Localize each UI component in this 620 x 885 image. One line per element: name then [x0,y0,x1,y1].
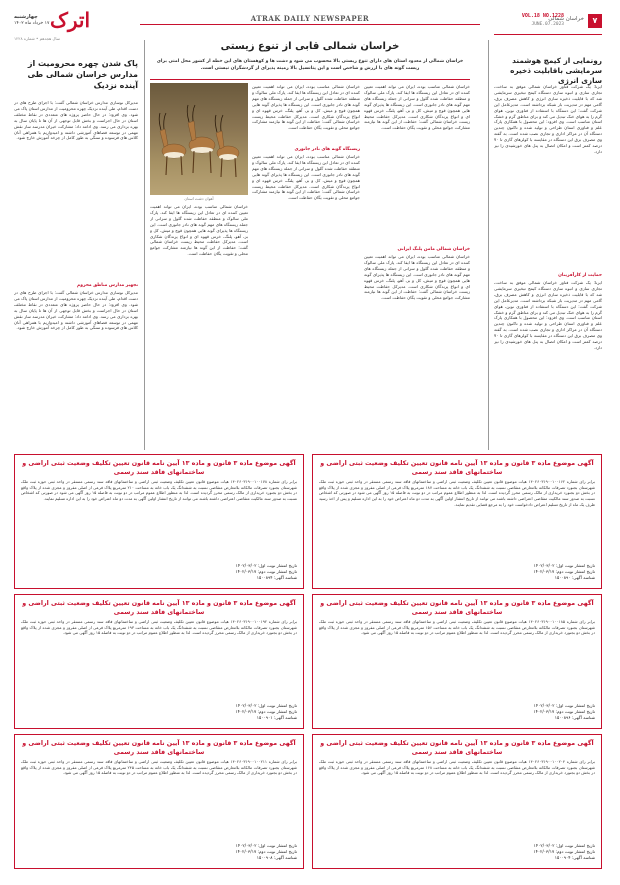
right-headline: رونمایی از کیمچ هوشمند سرمایشی باقابلیت ذخیره سازی انرژی [510,56,602,85]
left-body: مدیرکل نوسازی مدارس خراسان شمالی گفت: با اجرای طرح های در دست اقدام، طی آینده نزدیک چهره محرومیت از مدارس استان پاک می شود. وی افزود: در حال حاضر پروژه های متعددی در نقاط مختلف استان در حال اجراست و بخش قابل توجهی از آن ها تا پایان سال به بهره برداری می رسد. وی ادامه داد: مشارکت خیران مدرسه ساز نقش مهمی در توسعه فضاهای آموزشی داشته و امیدواریم با همراهی آنان کلاس های فرسوده و سنگی به طور کامل از چرخه آموزش خارج شود. [14,100,138,141]
ad-date2: تاریخ انتشار نوبت دوم: ۱۴۰۲/۰۳/۱۷ [235,849,297,854]
gazelles-illustration [150,83,248,195]
center-col-a: خراسان شمالی مناسب بوده، ایران می تواند اهمیت تعیین کننده ای در تعادل این زیستگاه ها ایفا کند. پارک ملی سالوک و منطقه حفاظت شده گلول و سرانی از جمله زیستگاه های مهم گونه های نادر جانوری است. این زیستگاه ها پذیرای گونه هایی همچون قوچ و میش، کل و بز، آهو، پلنگ، خرس قهوه ای و انواع پرندگان شکاری است. مدیرکل حفاظت محیط زیست خراسان شمالی گفت: حفاظت از این گونه ها نیازمند مشارکت جوامع محلی و تقویت یگان حفاظت است. [252,84,360,131]
ad-code: شناسه آگهی: ۱۵۰۰۹۰۱ [256,715,297,720]
ad-body: برابر رای شماره ۱۴۰۲۶۰۳۱۹۰۰۱۰۰۱۸۵ هیات موضوع قانون تعیین تکلیف وضعیت ثبتی اراضی و ساختمانهای فاقد سند رسمی مستقر در واحد ثبتی حوزه ثبت ملک شهرستان بجنورد تصرفات مالکانه بلامعارض متقاضی نسبت به ششدانگ یک باب خانه به مساحت ۱۵۶ مترمربع پلاک فرعی از اصلی مفروز و مجزی شده از پلاک واقع در بخش دو بجنورد خریداری از مالک رسمی محرز گردیده است. لذا به منظور اطلاع عموم مراتب در دو نوبت به فاصله ۱۵ روز آگهی می شود. [319,619,595,636]
ad-title: آگهی موضوع ماده ۳ قانون و ماده ۱۳ آیین نامه قانون تعیین تکلیف وضعیت ثبتی اراضی و ساختمانهای فاقد سند رسمی [320,600,594,616]
ad-box [312,594,602,729]
ad-date2: تاریخ انتشار نوبت دوم: ۱۴۰۲/۰۳/۱۷ [235,569,297,574]
date-fa: چهارشنبه [14,14,38,20]
ad-box [312,454,602,589]
ad-body: برابر رای شماره ۱۴۰۲۶۰۳۱۹۰۰۱۰۰۱۷۸ هیات موضوع قانون تعیین تکلیف وضعیت ثبتی اراضی و ساختمانهای فاقد سند رسمی مستقر در واحد ثبتی حوزه ثبت ملک شهرستان بجنورد تصرفات مالکانه بلامعارض متقاضی نسبت به ششدانگ یک باب خانه به مساحت ۲۱۰ مترمربع پلاک فرعی از اصلی مفروز و مجزی شده از پلاک واقع در بخش دو بجنورد خریداری از مالک رسمی محرز گردیده است. لذا به منظور اطلاع عموم مراتب در دو نوبت به فاصله ۱۵ روز آگهی می شود در صورتی که اشخاص نسبت به صدور سند مالکیت متقاضی اعتراضی داشته باشند می توانند از تاریخ انتشار اولین آگهی به مدت دو ماه اعتراض خود را به این اداره تسلیم نمایند. [21,479,297,502]
ad-code: شناسه آگهی: ۱۵۰۰۸۹۰ [554,575,595,580]
ad-code: شناسه آگهی: ۱۵۰۰۸۹۶ [554,715,595,720]
ad-title: آگهی موضوع ماده ۳ قانون و ماده ۱۳ آیین نامه قانون تعیین تکلیف وضعیت ثبتی اراضی و ساختمانهای فاقد سند رسمی [22,740,296,756]
gazelles-photo [150,83,248,195]
center-col-b2: خراسان شمالی مناسب بوده، ایران می تواند اهمیت تعیین کننده ای در تعادل این زیستگاه ها ایفا کند. پارک ملی سالوک و منطقه حفاظت شده گلول و سرانی از جمله زیستگاه های مهم گونه های نادر جانوری است. این زیستگاه ها پذیرای گونه هایی همچون قوچ و میش، کل و بز، آهو، پلنگ، خرس قهوه ای و انواع پرندگان شکاری است. مدیرکل حفاظت محیط زیست خراسان شمالی گفت: حفاظت از این گونه ها نیازمند مشارکت جوامع محلی و تقویت یگان حفاظت است. [364,254,470,301]
page-number-badge: ۷ [588,14,602,28]
center-col-c: خراسان شمالی مناسب بوده، ایران می تواند اهمیت تعیین کننده ای در تعادل این زیستگاه ها ایفا کند. پارک ملی سالوک و منطقه حفاظت شده گلول و سرانی از جمله زیستگاه های مهم گونه های نادر جانوری است. این زیستگاه ها پذیرای گونه هایی همچون قوچ و میش، کل و بز، آهو، پلنگ، خرس قهوه ای و انواع پرندگان شکاری است. مدیرکل حفاظت محیط زیست خراسان شمالی گفت: حفاظت از این گونه ها نیازمند مشارکت جوامع محلی و تقویت یگان حفاظت است. [150,204,248,257]
ad-date2: تاریخ انتشار نوبت دوم: ۱۴۰۲/۰۳/۱۷ [533,569,595,574]
ad-date1: تاریخ انتشار نوبت اول: ۱۴۰۲/۰۳/۰۲ [235,563,297,568]
ad-body: برابر رای شماره ۱۴۰۲۶۰۳۱۹۰۰۱۰۰۲۱۱ هیات موضوع قانون تعیین تکلیف وضعیت ثبتی اراضی و ساختمانهای فاقد سند رسمی مستقر در واحد ثبتی حوزه ثبت ملک شهرستان بجنورد تصرفات مالکانه بلامعارض متقاضی نسبت به ششدانگ یک باب خانه به مساحت ۲۴۵ مترمربع پلاک فرعی از اصلی مفروز و مجزی شده از پلاک واقع در بخش دو بجنورد خریداری از مالک رسمی محرز گردیده است. لذا به منظور اطلاع عموم مراتب در دو نوبت به فاصله ۱۵ روز آگهی می شود. [21,759,297,776]
logo: اترک [49,8,91,32]
right-subhead: حمایت از کارآفرینان [558,273,602,278]
ad-date1: تاریخ انتشار نوبت اول: ۱۴۰۲/۰۳/۰۲ [235,703,297,708]
center-lead: خراسان شمالی از معدود استان های دارای تنوع زیستی بالا محسوب می شود و دشت ها و کوهستان های این خطه از کشور محل امنی برای زیست گونه های با ارزش و شاخص است و این پتانسیل بالا زمینه پذیرای از گردشگران نیستی است. [156,59,464,71]
left-subhead: تجهیز مدارس مناطق محروم [77,283,138,288]
ad-code: شناسه آگهی: ۱۵۰۰۸۹۴ [256,575,297,580]
center-headline: خراسان شمالی قابی از تنوع زیستی [220,41,400,52]
left-headline: پاک شدن چهره محرومیت از مدارس خراسان شمالی طی آینده نزدیک [27,59,138,90]
ad-body: برابر رای شماره ۱۴۰۲۶۰۳۱۹۰۰۱۰۰۱۹۲ هیات موضوع قانون تعیین تکلیف وضعیت ثبتی اراضی و ساختمانهای فاقد سند رسمی مستقر در واحد ثبتی حوزه ثبت ملک شهرستان بجنورد تصرفات مالکانه بلامعارض متقاضی نسبت به ششدانگ یک باب خانه به مساحت ۱۹۳ مترمربع پلاک فرعی از اصلی مفروز و مجزی شده از پلاک واقع در بخش دو بجنورد خریداری از مالک رسمی محرز گردیده است. لذا به منظور اطلاع عموم مراتب در دو نوبت به فاصله ۱۵ روز آگهی می شود. [21,619,297,636]
ad-title: آگهی موضوع ماده ۳ قانون و ماده ۱۳ آیین نامه قانون تعیین تکلیف وضعیت ثبتی اراضی و ساختمانهای فاقد سند رسمی [320,740,594,756]
image-caption: آهوان دشت استان [184,196,214,201]
center-subhead-1: زیستگاه گونه های نادر جانوری [294,147,360,152]
center-col-b: خراسان شمالی مناسب بوده، ایران می تواند اهمیت تعیین کننده ای در تعادل این زیستگاه ها ایفا کند. پارک ملی سالوک و منطقه حفاظت شده گلول و سرانی از جمله زیستگاه های مهم گونه های نادر جانوری است. این زیستگاه ها پذیرای گونه هایی همچون قوچ و میش، کل و بز، آهو، پلنگ، خرس قهوه ای و انواع پرندگان شکاری است. مدیرکل حفاظت محیط زیست خراسان شمالی گفت: حفاظت از این گونه ها نیازمند مشارکت جوامع محلی و تقویت یگان حفاظت است. [364,84,470,131]
ad-date1: تاریخ انتشار نوبت اول: ۱۴۰۲/۰۳/۰۲ [533,843,595,848]
vol-number: VOL.18 NO.1228 [521,13,564,19]
ad-box [14,734,304,869]
center-col-a2: خراسان شمالی مناسب بوده، ایران می تواند اهمیت تعیین کننده ای در تعادل این زیستگاه ها ایفا کند. پارک ملی سالوک و منطقه حفاظت شده گلول و سرانی از جمله زیستگاه های مهم گونه های نادر جانوری است. این زیستگاه ها پذیرای گونه هایی همچون قوچ و میش، کل و بز، آهو، پلنگ، خرس قهوه ای و انواع پرندگان شکاری است. مدیرکل حفاظت محیط زیست خراسان شمالی گفت: حفاظت از این گونه ها نیازمند مشارکت جوامع محلی و تقویت یگان حفاظت است. [252,154,360,201]
ad-code: شناسه آگهی: ۱۵۰۰۹۰۴ [554,855,595,860]
ad-date2: تاریخ انتشار نوبت دوم: ۱۴۰۲/۰۳/۱۷ [533,849,595,854]
left-body-2: مدیرکل نوسازی مدارس خراسان شمالی گفت: با اجرای طرح های در دست اقدام، طی آینده نزدیک چهره محرومیت از مدارس استان پاک می شود. وی افزود: در حال حاضر پروژه های متعددی در نقاط مختلف استان در حال اجراست و بخش قابل توجهی از آن ها تا پایان سال به بهره برداری می رسد. وی ادامه داد: مشارکت خیران مدرسه ساز نقش مهمی در توسعه فضاهای آموزشی داشته و امیدواریم با همراهی آنان کلاس های فرسوده و سنگی به طور کامل از چرخه آموزش خارج شود. [14,290,138,331]
ad-body: برابر رای شماره ۱۴۰۲۶۰۳۱۹۰۰۱۰۰۲۰۴ هیات موضوع قانون تعیین تکلیف وضعیت ثبتی اراضی و ساختمانهای فاقد سند رسمی مستقر در واحد ثبتی حوزه ثبت ملک شهرستان بجنورد تصرفات مالکانه بلامعارض متقاضی نسبت به ششدانگ یک باب خانه به مساحت ۱۶۸ مترمربع پلاک فرعی از اصلی مفروز و مجزی شده از پلاک واقع در بخش دو بجنورد خریداری از مالک رسمی محرز گردیده است. لذا به منظور اطلاع عموم مراتب در دو نوبت به فاصله ۱۵ روز آگهی می شود. [319,759,595,776]
ad-date2: تاریخ انتشار نوبت دوم: ۱۴۰۲/۰۳/۱۷ [235,709,297,714]
ad-date1: تاریخ انتشار نوبت اول: ۱۴۰۲/۰۳/۰۲ [235,843,297,848]
ad-body: برابر رای شماره ۱۴۰۲۶۰۳۱۹۰۰۱۰۰۱۶۲ هیات موضوع قانون تعیین تکلیف وضعیت ثبتی اراضی و ساختمانهای فاقد سند رسمی مستقر در واحد ثبتی حوزه ثبت ملک شهرستان بجنورد تصرفات مالکانه بلامعارض متقاضی نسبت به ششدانگ یک باب خانه به مساحت ۱۸۷ مترمربع پلاک فرعی از اصلی مفروز و مجزی شده از پلاک واقع در بخش دو بجنورد خریداری از مالک رسمی محرز گردیده است. لذا به منظور اطلاع عموم مراتب در دو نوبت به فاصله ۱۵ روز آگهی می شود در صورتی که اشخاص نسبت به صدور سند مالکیت متقاضی اعتراضی داشته باشند می توانند از تاریخ انتشار اولین آگهی به مدت دو ماه اعتراض خود را به این اداره تسلیم و پس از اخذ رسید ظرف یک ماه از تاریخ تسلیم اعتراض دادخواست خود را به مرجع قضایی تقدیم نمایند. [319,479,595,507]
ad-title: آگهی موضوع ماده ۳ قانون و ماده ۱۳ آیین نامه قانون تعیین تکلیف وضعیت ثبتی اراضی و ساختمانهای فاقد سند رسمی [22,460,296,476]
ad-code: شناسه آگهی: ۱۵۰۰۹۰۸ [256,855,297,860]
ad-box [14,454,304,589]
section-label: خراسان شمالی [548,16,584,22]
center-subhead-2: خراسان شمالی مامن پلنگ ایرانی [397,247,470,252]
date-en: JUNE.07.2023 [531,22,564,27]
ad-date1: تاریخ انتشار نوبت اول: ۱۴۰۲/۰۳/۰۲ [533,703,595,708]
paper-name-en: ATRAK DAILY NEWSPAPER [250,14,370,23]
ad-date1: تاریخ انتشار نوبت اول: ۱۴۰۲/۰۳/۰۲ [533,563,595,568]
date-fa-line2: ۱۷ خرداد ماه ۱۴۰۲ [14,21,50,26]
right-body-2: ایرنا: یک شرکت فناور خراسان شمالی موفق به ساخت، تجاری سازی و انبوه سازی دستگاه کیمچ تبخیری سرمایشی شد که با قابلیت ذخیره سازی انرژی و کاهش مصرف برق، گامی مهم در مدیریت بار شبکه برداشته است. مدیرعامل این شرکت گفت: این دستگاه با استفاده از فناوری نوین، هوای گرم را به هوای خنک تبدیل می کند و برای مناطق گرم و خشک استان مناسب است. وی افزود: این محصول با همکاری پارک علم و فناوری استان طراحی و تولید شده و تاکنون چندین دستگاه آن در مراکز اداری و تجاری نصب شده است. به گفته وی مصرف برق این دستگاه در مقایسه با کولرهای گازی تا ۷۰ درصد کمتر است و امکان اتصال به پنل های خورشیدی را نیز دارد. [494,280,602,350]
right-body: ایرنا: یک شرکت فناور خراسان شمالی موفق به ساخت، تجاری سازی و انبوه سازی دستگاه کیمچ تبخیری سرمایشی شد که با قابلیت ذخیره سازی انرژی و کاهش مصرف برق، گامی مهم در مدیریت بار شبکه برداشته است. مدیرعامل این شرکت گفت: این دستگاه با استفاده از فناوری نوین، هوای گرم را به هوای خنک تبدیل می کند و برای مناطق گرم و خشک استان مناسب است. وی افزود: این محصول با همکاری پارک علم و فناوری استان طراحی و تولید شده و تاکنون چندین دستگاه آن در مراکز اداری و تجاری نصب شده است. به گفته وی مصرف برق این دستگاه در مقایسه با کولرهای گازی تا ۷۰ درصد کمتر است و امکان اتصال به پنل های خورشیدی را نیز دارد. [494,84,602,154]
ad-title: آگهی موضوع ماده ۳ قانون و ماده ۱۳ آیین نامه قانون تعیین تکلیف وضعیت ثبتی اراضی و ساختمانهای فاقد سند رسمی [22,600,296,616]
ad-title: آگهی موضوع ماده ۳ قانون و ماده ۱۳ آیین نامه قانون تعیین تکلیف وضعیت ثبتی اراضی و ساختمانهای فاقد سند رسمی [320,460,594,476]
ad-date2: تاریخ انتشار نوبت دوم: ۱۴۰۲/۰۳/۱۷ [533,709,595,714]
ad-box [14,594,304,729]
issue-fa: سال هجدهم • شماره ۱۲۲۸ [14,36,60,41]
ad-box [312,734,602,869]
